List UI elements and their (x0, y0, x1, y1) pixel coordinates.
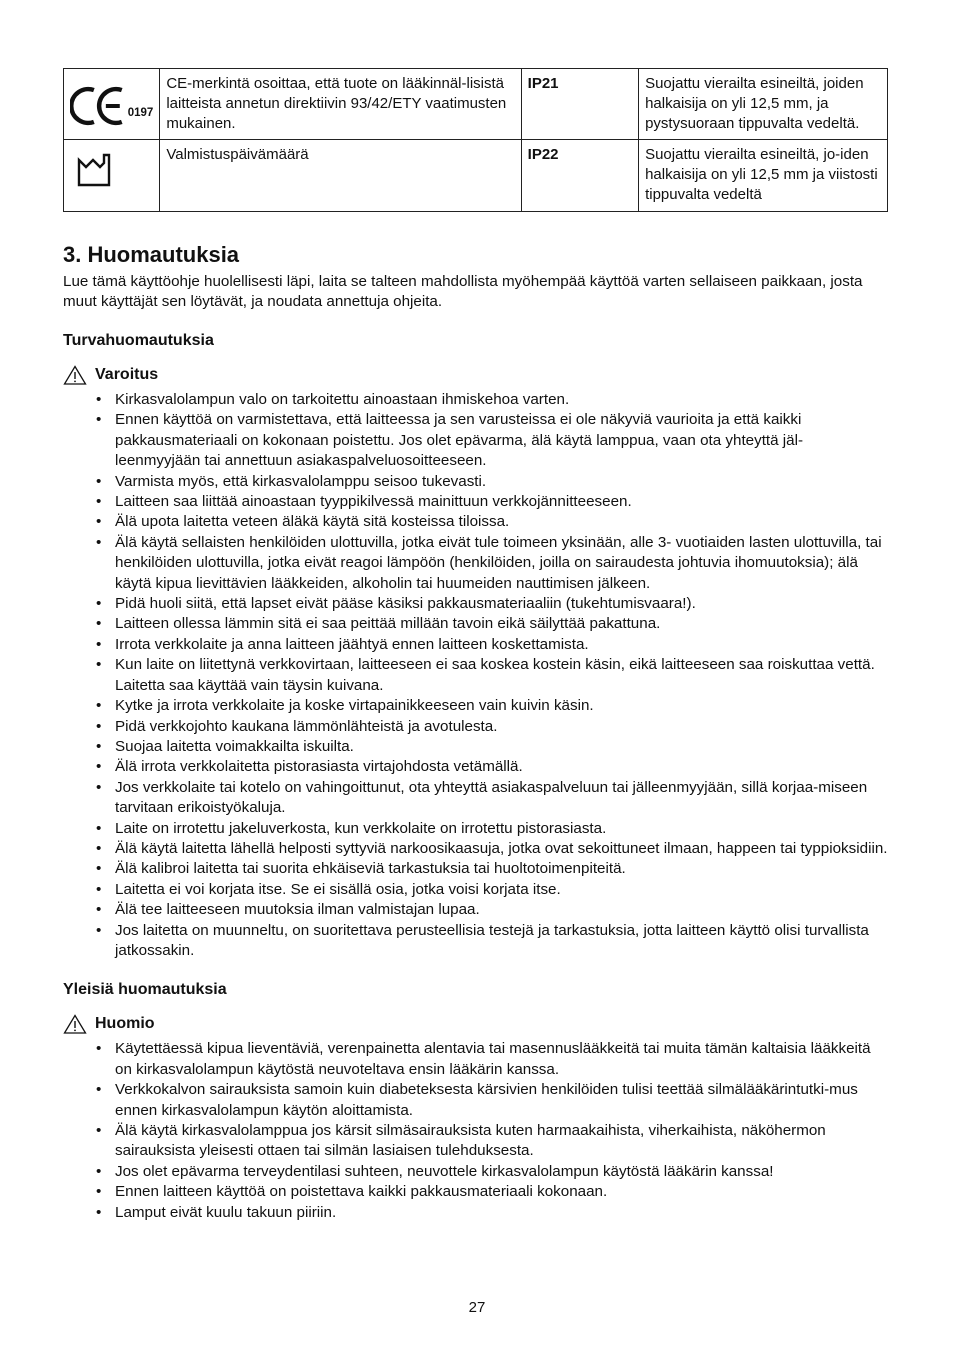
list-item: • Älä upota laitetta veteen äläkä käytä sitä kosteissa tiloissa. (63, 512, 888, 532)
safety-heading: Turvahuomautuksia (63, 332, 214, 349)
general-list (63, 1039, 888, 1223)
ce-mark-icon (70, 86, 126, 126)
manufacture-date-icon (74, 150, 114, 190)
symbol-description: Valmistuspäivämäärä (160, 140, 521, 212)
list-item: • Laite on irrotettu jakeluverkosta, kun verkkolaite on irrotettu pistorasiasta. (63, 819, 888, 839)
list-item: • Pidä verkkojohto kaukana lämmönlähteistä ja avotulesta. (63, 717, 888, 737)
table-row (64, 69, 888, 140)
general-heading: Yleisiä huomautuksia (63, 981, 227, 999)
table-row (64, 140, 888, 212)
list-item: • Irrota verkkolaite ja anna laitteen jäähtyä ennen laitteen koskettamista. (63, 635, 888, 655)
list-item: • Kirkasvalolampun valo on tarkoitettu ainoastaan ihmiskehoa varten. (63, 390, 888, 410)
list-item: • Pidä huoli siitä, että lapset eivät pääse käsiksi pakkausmateriaaliin (tukehtumisvaara!). (63, 594, 888, 614)
symbols-table (63, 68, 888, 212)
list-item: • Jos laitetta on muunneltu, on suoritettava perusteellisia testejä ja tarkastuksia, jotta laitteen käyttö olisi turvallista jatkossakin. (63, 921, 888, 962)
list-item: • Älä irrota verkkolaitetta pistorasiasta virtajohdosta vetämällä. (63, 757, 888, 777)
note-label (63, 1014, 888, 1034)
list-item: • Laitteen ollessa lämmin sitä ei saa peittää millään tavoin eikä säilyttää pakattuna. (63, 614, 888, 634)
list-item: • Älä kalibroi laitetta tai suorita ehkäiseviä tarkastuksia tai huoltotoimenpiteitä. (63, 859, 888, 879)
list-item: • Laitteen saa liittää ainoastaan tyyppikilvessä mainittuun verkkojännitteeseen. (63, 492, 888, 512)
ip-code-description: Suojattu vierailta esineiltä, joiden halkaisija on yli 12,5 mm, ja pystysuoraan tippuvalta vedeltä. (639, 69, 888, 140)
list-item: • Jos olet epävarma terveydentilasi suhteen, neuvottele kirkasvalolampun käytöstä lääkärin kanssa! (63, 1162, 888, 1182)
ce-mark-cell (64, 69, 160, 140)
list-item: • Verkkokalvon sairauksista samoin kuin diabeteksesta kärsivien henkilöiden tulisi teettää silmälääkärintutki-mus ennen kirkasvalolampun käytön aloittamista. (63, 1080, 888, 1121)
list-item: • Älä tee laitteeseen muutoksia ilman valmistajan lupaa. (63, 900, 888, 920)
list-item: • Ennen laitteen käyttöä on poistettava kaikki pakkausmateriaali kokonaan. (63, 1182, 888, 1202)
list-item: • Älä käytä kirkasvalolamppua jos kärsit silmäsairauksista kuten harmaakaihista, viherkaihista, näköhermon sairauksista yleisesti ottaen tai silmän lasiaisen tulehduksesta. (63, 1121, 888, 1162)
list-item: • Älä käytä sellaisten henkilöiden ulottuvilla, jotka eivät tule toimeen yksinään, alle 3- vuotiaiden lasten ulottuvilla, tai henkilöiden ulottuvilla, jotka eivät reagoi lämpöön (henkilöiden, joilla on sairaudesta johtuvia ihomuutoksia); älä käytä kipua lievittävien lääkkeiden, alkoholin tai huumeiden nauttimisen jälkeen. (63, 533, 888, 594)
list-item: • Kytke ja irrota verkkolaite ja koske virtapainikkeeseen vain kuivin käsin. (63, 696, 888, 716)
symbol-description: CE-merkintä osoittaa, että tuote on lääkinnäl-lisistä laitteista annetun direktiivin 93/42/ETY vaatimusten mukainen. (160, 69, 521, 140)
manufacture-date-cell (64, 140, 160, 212)
list-item: • Suojaa laitetta voimakkailta iskuilta. (63, 737, 888, 757)
page-number: 27 (468, 1299, 486, 1316)
warning-label-text: Varoitus (95, 366, 159, 383)
list-item: • Käytettäessä kipua lieventäviä, verenpainetta alentavia tai masennuslääkkeitä tai muita tämän kaltaisia lääkkeitä on kirkasvalolampun käytöstä neuvoteltava ensin lääkärin kanssa. (63, 1039, 888, 1080)
list-item: • Kun laite on liitettynä verkkovirtaan, laitteeseen ei saa koskea kostein käsin, eikä laitteeseen saa roiskuttaa vettä. Laitetta saa käyttää vain täysin kuivana. (63, 655, 888, 696)
warning-triangle-icon (63, 1014, 87, 1034)
ip-code-description: Suojattu vierailta esineiltä, jo-iden halkaisija on yli 12,5 mm ja viistosti tippuvalta vedeltä (639, 140, 888, 212)
ce-notified-body-number: 0197 (127, 107, 154, 119)
list-item: • Älä käytä laitetta lähellä helposti syttyviä narkoosikaasuja, jotka ovat sekoittuneet ilmaan, happeen tai typpioksidiin. (63, 839, 888, 859)
list-item: • Ennen käyttöä on varmistettava, että laitteessa ja sen varusteissa ei ole näkyviä vaurioita ja että kaikki pakkausmateriaali on kokonaan poistettu. Jos olet epävarma, älä käytä lamppua, vaan ota yhteyttä jäl-leenmyyjään tai annettuun asiakaspalveluosoitteeseen. (63, 410, 888, 471)
ip-code: IP22 (521, 140, 638, 212)
safety-list (63, 390, 888, 961)
section-title: 3. Huomautuksia (63, 242, 240, 267)
list-item: • Varmista myös, että kirkasvalolamppu seisoo tukevasti. (63, 472, 888, 492)
list-item: • Jos verkkolaite tai kotelo on vahingoittunut, ota yhteyttä asiakaspalveluun tai jälleenmyyjään, sillä korjaa-miseen tarvitaan erikoistyökaluja. (63, 778, 888, 819)
warning-triangle-icon (63, 365, 87, 385)
page-content (63, 68, 888, 1223)
warning-label (63, 365, 888, 385)
section-intro: Lue tämä käyttöohje huolellisesti läpi, laita se talteen mahdollista myöhempää käyttöä varten sellaiseen paikkaan, josta muut käyttäjät sen löytävät, ja noudata annettuja ohjeita. (63, 273, 863, 310)
list-item: • Lamput eivät kuulu takuun piiriin. (63, 1203, 888, 1223)
list-item: • Laitetta ei voi korjata itse. Se ei sisällä osia, jotka voisi korjata itse. (63, 880, 888, 900)
ip-code: IP21 (521, 69, 638, 140)
note-label-text: Huomio (95, 1015, 155, 1033)
